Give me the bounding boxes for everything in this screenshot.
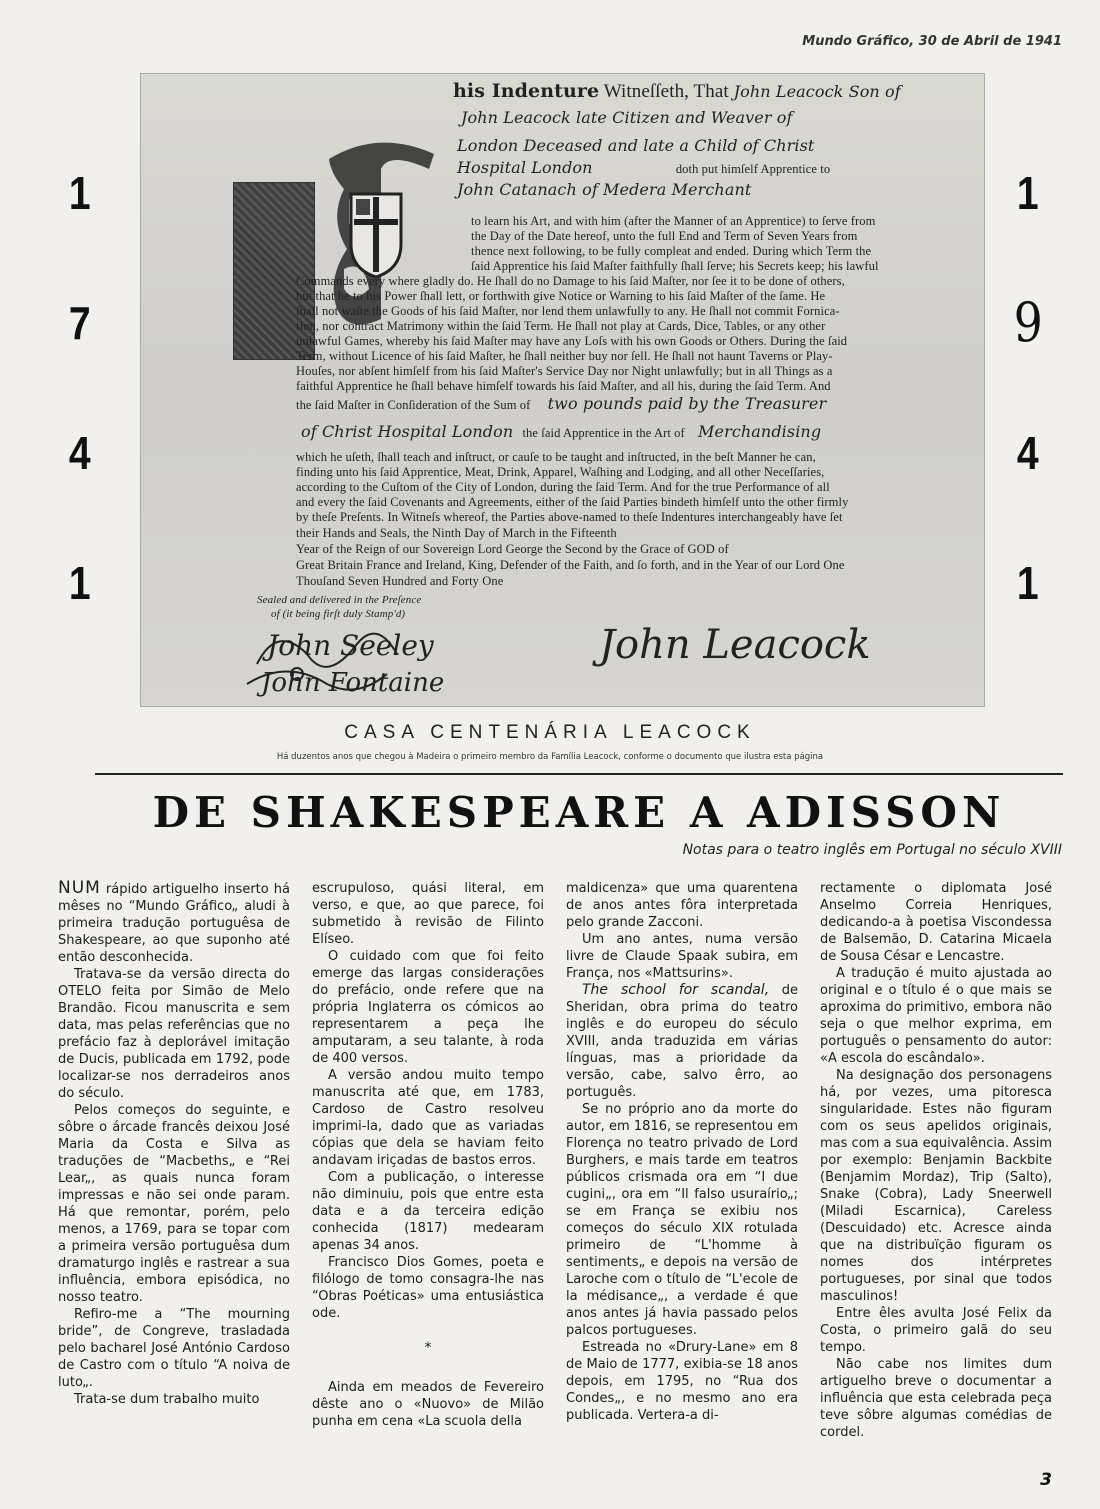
indenture-line: Term, without Licence of his ſaid Maſter, he ſhall neither buy nor ſell. He ſhall not haunt Taverns or Play- <box>296 349 833 363</box>
shield-icon <box>346 189 406 279</box>
paragraph: A versão andou muito tempo manuscrita até que, em 1783, Cardoso de Castro resolveu imprimi-la, dado que as variadas cópias que dela se haviam feito andavam iriçadas de bastos erros. <box>312 1068 544 1168</box>
paragraph: rectamente o diplomata José Anselmo Correia Henriques, dedicando-a à poetisa Viscondessa de Balsemão, D. Catarina Micaela de Sousa César e Lencastre. <box>820 881 1052 964</box>
indenture-line: Houſes, nor abſent himſelf from his ſaid Maſter's Service Day nor Night unlawfully; but in all Things as a <box>296 364 833 378</box>
handwritten-line: John Leacock late Citizen and Weaver of <box>461 108 793 127</box>
indenture-line: Year of the Reign of our Sovereign Lord George the Second by the Grace of GOD of <box>296 542 729 556</box>
indenture-print: the ſaid Apprentice in the Art of <box>522 426 685 440</box>
paragraph: maldicenza» que uma quarentena de anos antes fôra interpretada pelo grande Zacconi. <box>566 881 798 930</box>
column-4 <box>820 880 1052 1441</box>
indenture-line: faithful Apprentice he ſhall behave himſelf towards his ſaid Maſter, and all his, during the ſaid Term. And <box>296 379 831 393</box>
year-digit: 4 <box>1017 427 1039 479</box>
paragraph: A tradução é muito ajustada ao original e o título é o que mais se aproxima do primitivo, embora não seja o que melhor exprima, em português o pensamento do autor: «A escola do escândalo». <box>820 966 1052 1066</box>
indenture-line: Thouſand Seven Hundred and Forty One <box>296 574 504 588</box>
indenture-line: tion, nor contract Matrimony within the ſaid Term. He ſhall not play at Cards, Dice, Tables, or any other <box>296 319 826 333</box>
paragraph: Entre êles avulta José Felix da Costa, o primeiro galã do seu tempo. <box>820 1306 1052 1355</box>
paragraph: Com a publicação, o interesse não diminuiu, pois que entre esta data e a da terceira edição conhecida (1817) medearam apenas 34 anos. <box>312 1170 544 1253</box>
paragraph: Refiro-me a “The mourning bride”, de Congreve, trasladada pelo bacharel José António Cardoso de Castro com o título “A noiva de luto„. <box>58 1307 290 1390</box>
year-digit: 1 <box>1017 167 1039 219</box>
article-headline: DE SHAKESPEARE A ADISSON <box>152 788 1006 837</box>
drop-cap: NUM <box>58 878 101 898</box>
paragraph-text: rápido artiguelho inserto há mêses no “Mundo Gráfico„ aludi à primeira tradução portuguêsa de Shakespeare, ao que suponho até então desconhecida. <box>58 882 290 965</box>
sealed-note: Sealed and delivered in the Preſence <box>257 594 422 606</box>
column-2 <box>312 880 544 1430</box>
handwritten-line: London Deceased and late a Child of Christ <box>457 136 815 155</box>
witness-signature: John Seeley <box>267 629 434 662</box>
paragraph-text: de Sheridan, obra prima do teatro inglês e do europeu do século XVIII, anda traduzida em várias línguas, mas a prioridade da versão, cabe, salvo êrro, ao português. <box>566 983 798 1100</box>
handwritten-line: two pounds paid by the Treasurer <box>547 394 827 413</box>
paragraph: escrupuloso, quási literal, em verso, e que, ao que parece, foi submetido à revisão de Filinto Elíseo. <box>312 881 544 947</box>
witness-signature: John Fontaine <box>261 668 445 698</box>
indenture-line: Commands every where gladly do. He ſhall do no Damage to his ſaid Maſter, nor ſee it to be done of others, <box>296 274 845 288</box>
handwritten-line: Merchandising <box>698 422 822 441</box>
column-3 <box>566 880 798 1424</box>
indenture-line <box>296 394 826 413</box>
indenture-print: the ſaid Maſter in Conſideration of the Sum of <box>296 398 531 412</box>
indenture-heading-rest: Witneſſeth, That <box>603 81 729 102</box>
paragraph: Francisco Dios Gomes, poeta e filólogo de tomo consagra-lhe nas “Obras Poéticas» uma entusiástica ode. <box>312 1255 544 1321</box>
divider <box>95 773 1063 775</box>
paragraph: Pelos começos do seguinte, e sôbre o árcade francês deixou José Maria da Costa e Silva as traduções de “Macbeths„ e “Rei Lear„, as quais nunca foram impressas e não sei onde param. Há que remontar, porém, pelo menos, a 1769, para se topar com a primeira versão portuguêsa dum dramaturgo inglês e rastrear a sua influência, embora episódica, no nosso teatro. <box>58 1103 290 1305</box>
indenture-line: according to the Cuſtom of the City of London, during the ſaid Term. And for the true Performance of all <box>296 480 830 494</box>
year-digit: 7 <box>69 297 91 349</box>
indenture-line: the Day of the Date hereof, unto the full End and Term of Seven Years from <box>471 229 858 243</box>
indenture-line: Great Britain France and Ireland, King, Defender of the Faith, and ſo forth, and in the Year of our Lord One <box>296 558 845 572</box>
paragraph: Na designação dos personagens há, por vezes, uma pitoresca singularidade. Estes não figuram com os seus apelidos originais, mas com a sua equivalência. Assim por exemplo: Benjamin Backbite (Benjamim Mordaz), Trip (Salto), Snake (Cobra), Lady Sneerwell (Miladi Escarnica), Careless (Descuidado) etc. Acresce ainda que na distribuïção figuram os nomes dos intérpretes portugueses, por sinal que todos masculinos! <box>820 1068 1052 1304</box>
year-digit: 1 <box>69 557 91 609</box>
indenture-photo <box>140 73 985 707</box>
handwritten-line: John Catanach of Medera Merchant <box>457 180 752 199</box>
paragraph: Se no próprio ano da morte do autor, em 1816, se representou em Florença no teatro privado de Lord Burghers, e mais tarde em teatros públicos crismada ora em “I due cugini„, ora em “Il falso usuraírio„; se em França se exibiu nos começos do século XIX rotulada primeiro de “L'homme à sentiments„ e depois na versão de Laroche com o título de “L'ecole de la médisance„, a verdade é que anos antes já havia passado pelos palcos portugueses. <box>566 1102 798 1338</box>
indenture-print: doth put himſelf Apprentice to <box>675 162 831 176</box>
paragraph: Tratava-se da versão directa do OTELO feita por Simão de Melo Brandão. Ficou manuscrita e sem data, mas pelas referências que no prefácio faz à deplorável imitação de Ducis, publicada em 1792, pode localizar-se nos derradeiros anos do século. <box>58 967 290 1101</box>
indenture-line <box>301 422 821 441</box>
paragraph: Ainda em meados de Fevereiro dêste ano o «Nuovo» de Milão punha em cena «La scuola della <box>312 1380 544 1429</box>
indenture-line: ſhall not waſte the Goods of his ſaid Maſter, nor lend them unlawfully to any. He ſhall not commit Fornica- <box>296 304 840 318</box>
indenture-line <box>457 158 830 177</box>
paragraph: Um ano antes, numa versão livre de Claude Spaak subira, em França, nos «Mattsurins». <box>566 932 798 981</box>
section-asterisk: * <box>424 1340 432 1356</box>
year-left <box>55 167 105 690</box>
paragraph: Não cabe nos limites dum artiguelho breve o documentar a influência que esta celebrada peça teve sôbre algumas comédias de cordel. <box>820 1357 1052 1440</box>
paragraph <box>566 982 798 1101</box>
indenture-line: their Hands and Seals, the Ninth Day of March in the Fifteenth <box>296 526 617 540</box>
italic-title: The school for scandal, <box>582 982 770 998</box>
masthead: Mundo Gráfico, 30 de Abril de 1941 <box>802 34 1062 49</box>
indenture-heading-print: his Indenture <box>453 80 600 102</box>
handwritten-line: of Christ Hospital London <box>301 422 514 441</box>
indenture-line: unlawful Games, whereby his ſaid Maſter may have any Loſs with his own Goods or Others. During the ſaid <box>296 334 848 348</box>
indenture-line: but that he to his Power ſhall lett, or forthwith give Notice or Warning to his ſaid Maſter of the ſame. He <box>296 289 826 303</box>
paragraph: O cuidado com que foi feito emerge das largas considerações do prefácio, onde refere que na própria Inglaterra os cómicos ao representarem a peça lhe amputaram, a seu talante, à roda de 400 versos. <box>312 949 544 1066</box>
photo-caption-title: CASA CENTENÁRIA LEACOCK <box>344 722 756 743</box>
photo-caption-subtitle: Há duzentos anos que chegou à Madeira o primeiro membro da Família Leacock, conforme o documento que ilustra esta página <box>276 752 824 762</box>
handwritten-line: John Leacock Son of <box>733 82 901 101</box>
year-digit: 1 <box>1017 557 1039 609</box>
paragraph <box>58 880 290 966</box>
article-subtitle: Notas para o teatro inglês em Portugal no século XVIII <box>682 842 1062 858</box>
page-number: 3 <box>1040 1470 1052 1490</box>
sealed-note: of (it being firſt duly Stamp'd) <box>271 608 406 620</box>
handwritten-line: Hospital London <box>457 158 593 177</box>
year-right <box>1003 167 1053 690</box>
indenture-line: finding unto his ſaid Apprentice, Meat, Drink, Apparel, Waſhing and Lodging, and all other Neceſſaries, <box>296 465 825 479</box>
year-digit: 4 <box>69 427 91 479</box>
paragraph: Estreada no «Drury-Lane» em 8 de Maio de 1777, exibia-se 18 anos depois, em 1795, no “Rua dos Condes„, e no mesmo ano era publicada. Vertera-a di- <box>566 1340 798 1423</box>
indenture-line: thence next following, to be fully compleat and ended. During which Term the <box>471 244 872 258</box>
indenture-line: and every the ſaid Covenants and Agreements, either of the ſaid Parties bindeth himſelf unto the other firmly <box>296 495 849 509</box>
year-digit: 9 <box>1013 291 1043 354</box>
paragraph: Trata-se dum trabalho muito <box>74 1392 260 1407</box>
article-body <box>58 880 1058 1450</box>
indenture-heading <box>453 80 901 103</box>
indenture-line: ſaid Apprentice his ſaid Maſter faithfully ſhall ſerve; his Secrets keep; his lawful <box>471 259 879 273</box>
indenture-line: to learn his Art, and with him (after the Manner of an Apprentice) to ſerve from <box>471 214 876 228</box>
leacock-signature: John Leacock <box>599 622 871 668</box>
indenture-line: which he uſeth, ſhall teach and inſtruct, or cauſe to be taught and inſtructed, in the beſt Manner he can, <box>296 450 816 464</box>
year-digit: 1 <box>69 167 91 219</box>
indenture-line: by theſe Preſents. In Witneſs whereof, the Parties above-named to theſe Indentures interchangeably have ſet <box>296 510 843 524</box>
column-1 <box>58 880 290 1408</box>
